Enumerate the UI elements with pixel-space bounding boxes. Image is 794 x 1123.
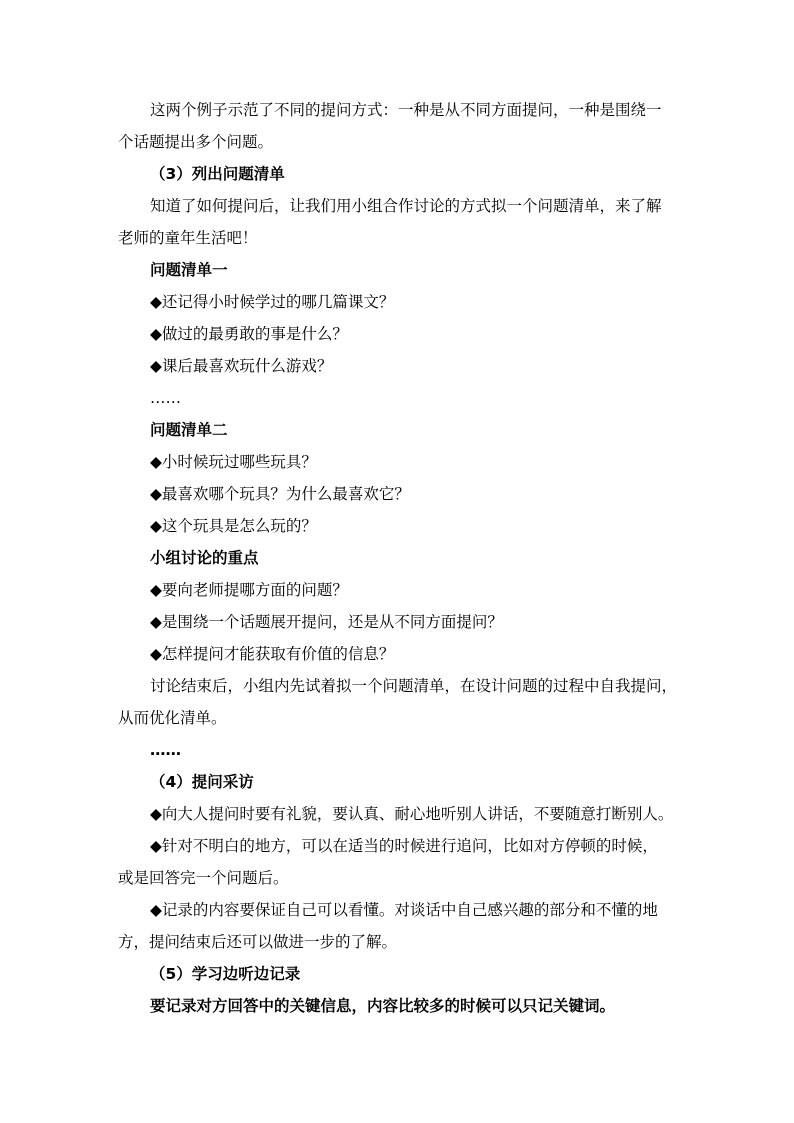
paragraph-after-line-2: 从而优化清单。 [118, 709, 227, 727]
section-heading-list: （3）列出问题清单 [150, 165, 285, 183]
paragraph-record: 要记录对方回答中的关键信息，内容比较多的时候可以只记关键词。 [150, 997, 616, 1015]
list-one-item: ◆还记得小时候学过的哪几篇课文？ [150, 293, 395, 311]
list-one-item: ◆做过的最勇敢的事是什么？ [150, 325, 348, 343]
list-one-title: 问题清单一 [150, 261, 228, 279]
interview-tip-3-line-2: 方，提问结束后还可以做进一步的了解。 [118, 933, 398, 951]
ellipsis: …… [150, 741, 181, 759]
section-heading-interview: （4）提问采访 [150, 773, 254, 791]
interview-tip-2-line-2: 或是回答完一个问题后。 [118, 869, 289, 887]
list-two-item: ◆这个玩具是怎么玩的？ [150, 517, 317, 535]
paragraph-intro-line-2: 个话题提出多个问题。 [118, 133, 274, 151]
interview-tip-2-line-1: ◆针对不明白的地方，可以在适当的时候进行追问，比如对方停顿的时候， [150, 837, 658, 855]
discussion-focus-item: ◆要向老师提哪方面的问题？ [150, 581, 348, 599]
interview-tip-1: ◆向大人提问时要有礼貌，要认真、耐心地听别人讲话，不要随意打断别人。 [150, 805, 674, 823]
discussion-focus-title: 小组讨论的重点 [150, 549, 259, 567]
paragraph-know-line-1: 知道了如何提问后，让我们用小组合作讨论的方式拟一个问题清单，来了解 [150, 197, 662, 215]
list-two-item: ◆最喜欢哪个玩具？为什么最喜欢它？ [150, 485, 410, 503]
list-one-item: ◆课后最喜欢玩什么游戏？ [150, 357, 333, 375]
paragraph-know-line-2: 老师的童年生活吧！ [118, 229, 258, 247]
paragraph-intro-line-1: 这两个例子示范了不同的提问方式：一种是从不同方面提问，一种是围绕一 [150, 101, 662, 119]
section-heading-record: （5）学习边听边记录 [150, 965, 301, 983]
list-two-title: 问题清单二 [150, 421, 228, 439]
ellipsis: …… [150, 389, 181, 407]
interview-tip-3-line-1: ◆记录的内容要保证自己可以看懂。对谈话中自己感兴趣的部分和不懂的地 [150, 901, 658, 919]
paragraph-after-line-1: 讨论结束后，小组内先试着拟一个问题清单，在设计问题的过程中自我提问， [150, 677, 678, 695]
discussion-focus-item: ◆是围绕一个话题展开提问，还是从不同方面提问？ [150, 613, 503, 631]
list-two-item: ◆小时候玩过哪些玩具？ [150, 453, 317, 471]
discussion-focus-item: ◆怎样提问才能获取有价值的信息？ [150, 645, 395, 663]
